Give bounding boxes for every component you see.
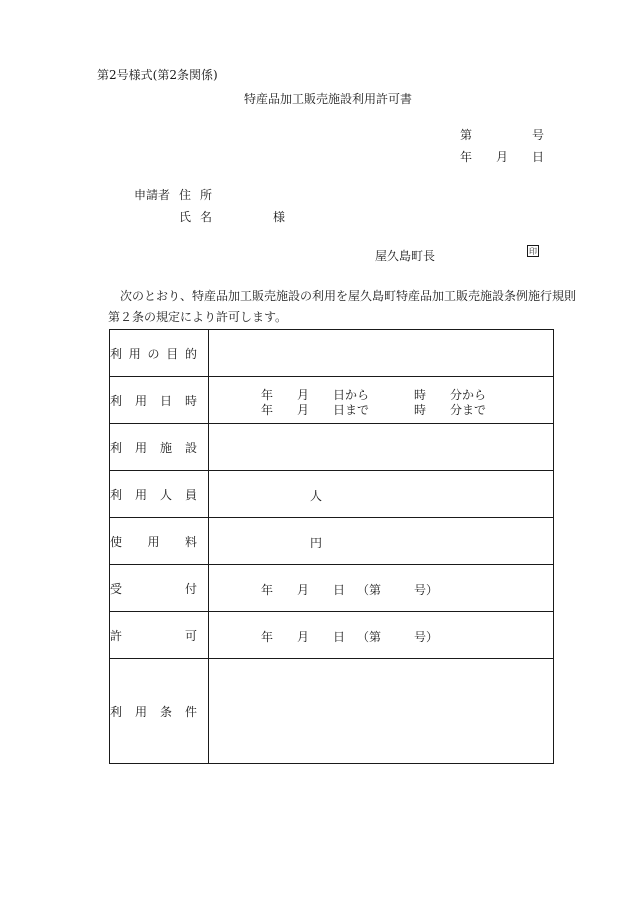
honorific-sama: 様 (273, 210, 286, 224)
facility-value[interactable] (209, 424, 554, 471)
receipt-number-close: 号） (414, 583, 439, 597)
row-permit (110, 612, 554, 659)
datetime-label-char: 日 (159, 393, 172, 408)
receipt-day: 日 (333, 583, 346, 597)
receipt-label-char: 付 (184, 581, 197, 596)
conditions-label-char: 用 (134, 704, 147, 719)
people-label-char: 用 (134, 487, 147, 502)
name-label: 氏名 (179, 210, 222, 224)
facility-label-char: 用 (134, 440, 147, 455)
permit-number-open: （第 (357, 630, 382, 644)
row-receipt (110, 565, 554, 612)
receipt-label (110, 565, 209, 612)
from-year: 年 (261, 388, 274, 402)
facility-label-char: 施 (159, 440, 172, 455)
conditions-label-char: 条 (159, 704, 172, 719)
permit-table (109, 329, 554, 764)
row-datetime (110, 377, 554, 424)
permit-number-close: 号） (414, 630, 439, 644)
number-dai: 第 (460, 128, 473, 142)
datetime-label-char: 用 (134, 393, 147, 408)
receipt-label-char: 受 (110, 581, 123, 596)
seal-mark: 印 (529, 247, 537, 256)
permit-day: 日 (333, 630, 346, 644)
from-day: 日から (333, 388, 370, 402)
row-fee (110, 518, 554, 565)
fee-label-char: 料 (184, 534, 197, 549)
people-label (110, 471, 209, 518)
until-month: 月 (297, 403, 310, 417)
date-year: 年 (460, 150, 473, 164)
permit-month: 月 (297, 630, 310, 644)
receipt-year: 年 (261, 583, 274, 597)
people-label-char: 員 (184, 487, 197, 502)
people-unit: 人 (310, 489, 323, 503)
row-people (110, 471, 554, 518)
conditions-label-char: 件 (184, 704, 197, 719)
receipt-value[interactable] (209, 565, 554, 612)
facility-label-char: 設 (184, 440, 197, 455)
from-hour: 時 (414, 388, 427, 402)
facility-label-char: 利 (110, 440, 123, 455)
address-label: 住所 (179, 188, 222, 202)
people-value[interactable] (209, 471, 554, 518)
date-month: 月 (496, 150, 509, 164)
row-purpose (110, 330, 554, 377)
from-month: 月 (297, 388, 310, 402)
permit-year: 年 (261, 630, 274, 644)
until-minute: 分まで (450, 403, 487, 417)
conditions-label (110, 659, 209, 764)
body-text: 次のとおり、特産品加工販売施設の利用を屋久島町特産品加工販売施設条例施行規則第２条の規定により許可します。 (108, 289, 577, 324)
purpose-label (110, 330, 209, 377)
permit-label-char: 許 (110, 628, 123, 643)
people-label-char: 利 (110, 487, 123, 502)
until-hour: 時 (414, 403, 427, 417)
facility-label (110, 424, 209, 471)
permit-value[interactable] (209, 612, 554, 659)
form-number: 第2号様式(第2条関係) (97, 68, 218, 82)
conditions-label-char: 利 (110, 704, 123, 719)
fee-value[interactable] (209, 518, 554, 565)
receipt-month: 月 (297, 583, 310, 597)
conditions-value[interactable] (209, 659, 554, 764)
purpose-label-char: 利 (110, 346, 123, 361)
receipt-number-open: （第 (357, 583, 382, 597)
from-minute: 分から (450, 388, 487, 402)
fee-label-char: 用 (147, 534, 160, 549)
purpose-label-char: 用 (128, 346, 141, 361)
datetime-label-char: 時 (184, 393, 197, 408)
purpose-label-char: の (147, 346, 160, 361)
number-go: 号 (532, 128, 545, 142)
issuer-name: 屋久島町長 (375, 249, 436, 263)
datetime-label-char: 利 (110, 393, 123, 408)
document-title: 特産品加工販売施設利用許可書 (244, 92, 413, 106)
fee-label (110, 518, 209, 565)
row-facility (110, 424, 554, 471)
row-conditions (110, 659, 554, 764)
people-label-char: 人 (159, 487, 172, 502)
purpose-label-char: 目 (166, 346, 179, 361)
datetime-label (110, 377, 209, 424)
applicant-label: 申請者 (134, 188, 171, 202)
fee-label-char: 使 (110, 534, 123, 549)
date-day: 日 (532, 150, 545, 164)
purpose-value[interactable] (209, 330, 554, 377)
permit-label-char: 可 (184, 628, 197, 643)
purpose-label-char: 的 (184, 346, 197, 361)
fee-unit: 円 (310, 536, 323, 550)
permit-label (110, 612, 209, 659)
until-year: 年 (261, 403, 274, 417)
datetime-value[interactable] (209, 377, 554, 424)
until-day: 日まで (333, 403, 370, 417)
